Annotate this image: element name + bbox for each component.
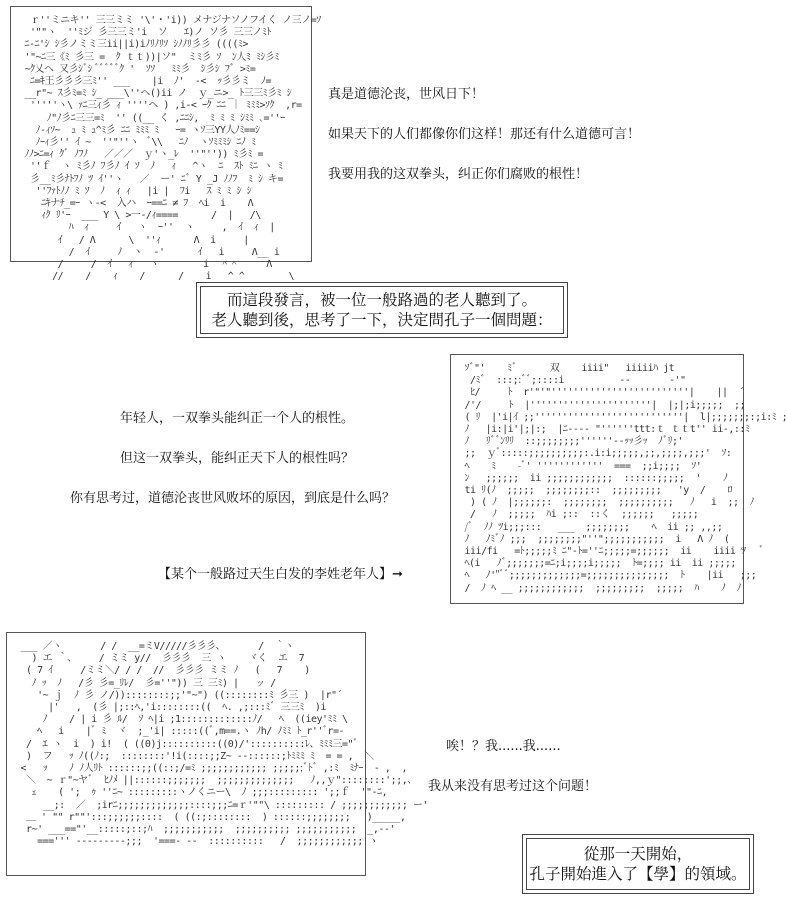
speech-line: 年轻人，一双拳头能纠正一个人的根性。	[120, 411, 355, 426]
narration-box-1	[196, 282, 568, 338]
panel-3-speech	[428, 738, 597, 796]
speech-line: 我要用我的这双拳头，纠正你们腐败的根性！	[328, 167, 589, 182]
speaker-caption: 【某个一般路过天生白发的李姓老年人】➞	[158, 567, 403, 582]
panel-1-art	[10, 6, 321, 283]
speech-line: 如果天下的人们都像你们这样！那还有什么道德可言！	[328, 127, 641, 142]
panel-3-art	[6, 632, 428, 876]
speech-line: 但这一双拳头，能纠正天下人的根性吗？	[120, 451, 355, 466]
ascii-art-old-man: ｿﾞ"' ﾐﾞ 双 iiii" iiiiiﾊ jt /ﾐﾞ :::;:ﾞﾞ;::::i -- -'" ﾋ/ ﾄ r'"'"'''''''''''''''''''''''''| || ´ /'/ ﾄ |''''''''''''''''''''''| |;|;i;;;;; ;; ( ﾘ |'i|ｲ ;;'''''''''''''''''''''''''''| l|;;;;;;;:;i:ﾐ ; ﾉ |i:|i'|;|:; |ﾆ---- "''''''ttt:ｔ ｔｔt'' ii-,::ﾐ ﾉ ﾘﾞﾞﾝﾘﾘ ::;;;;;;;;''''''--ｯｯ彡ｯ ﾉﾞﾘ;' ;; ｙﾞ:::::;;;;;;;;;;:.i:i;;;;;,;;,;;;;,;;;' ｿ: ﾍ ﾐ -ﾞ' '''''''''''' === ;;i;;;; ｿ' ﾝ ;;;;;; ii ;;;;;;;;;;;; ::::::;;;;; ' ﾉ ti ﾘ(ﾉ ;;;;; ;;;;;;;;:: ;;;;;;;;; 'y / ﾛ ) ( ﾉ |;;;;;;: ;;;;;;;; ;;;;;;;;;; ﾉ i ;; ﾉ / ﾉ ;;;;; ﾊi ;:: ::く ;;;;;; ;;;;; /ﾞ ﾉﾉ ﾂi;;;::: ___ ;;;;;;;; ﾍ ii ;; ,,;; ﾉ ﾉﾐﾞﾉ ;;; ;;;;;;;;"''";;;;;;;;;;; i Λ ﾉ ( iii/fi =ﾄ;;;;;ﾐ ﾆ"-ﾄ=''ﾆ;;;;;=;;;;;; ii iiii ﾂ ﾞ ﾍ(i ﾉﾞ;;;;;;;=ﾆ;i;;;;i;;;;; ﾄ=;;;; ii ii ;;;;; ﾍ ﾉ'"ﾞﾞ;;;;;;;;;;;;;=;;;;;;;;;;;;;;; ﾄ |ii ;;; / ﾉ ﾍ __ ;;;;;;;;;;;; ;;;;;;;;; ;;;;; ﾊ ﾉ ﾉ	[464, 363, 787, 594]
speech-line: 唉！？我......我......	[446, 739, 561, 754]
narration-line: 從那一天開始，	[583, 845, 693, 863]
narration-box-2	[522, 834, 754, 894]
speech-line: 我从来没有思考过这个问题！	[428, 779, 598, 794]
speech-line: 你有思考过，道德沦丧世风败坏的原因，到底是什么吗？	[70, 491, 396, 506]
narration-line: 而這段發言，被一位一般路過的老人聽到了。	[226, 291, 537, 309]
narration-line: 孔子開始進入了【學】的領域。	[529, 865, 747, 883]
panel-1-speech	[328, 86, 640, 184]
ascii-art-confucius-shocked: ___ ／ヽ / / __=ミV/////彡彡彡、 / ｀ヽ ) エ ｀、 / ミミ y// 彡彡彡 三 ヽ ヾく エ 7 ( 7 ｲ /ミミ＼/ / / // 彡彡彡 ミミ ﾉ ( 7 ) ﾉ ｯ ﾉ /彡 彡=_ﾘﾚ/ 彡=''")) 三 三ﾐ) | ッ / '~ ｊ ﾉ 彡 ノ/))::::::::;;'"~") ((::::::::ﾐ 彡三 ) |r"´ |' , (彡 |;::ﾍ,'i::::::::(( ﾍ. ,;:::ﾐﾞ 三三ﾐ )i ﾉ / | i 彡 ﾙ/ ｿ ﾍ|i ;1:::::::::::::ﾉ/ ﾍ ((iey'ﾐﾐ \ ﾍ i |ﾞ ﾐ ヾ ;_'i| :::::((ﾞ,m==.ヽ ﾉh/ ﾉﾐﾐ ﾄ_r''ﾞr=- / ｴ ヽ i ) i! ( ((0)j::::::::::((0)/'::::::::::ﾚ、ﾐﾐﾐ三="ﾞ ) フ ｯ ﾉ((ﾉ:; ::::::::'!i(::::;;Z~ --::::::;ﾄﾐﾐﾐ ﾐ = = , ＼ < ｯ ﾉ ﾉ人ﾘﾄ ::::::;;((::;/=ﾐ ;;;;;;;;;;;; ;;;;;;ﾞﾄﾞ ,:ﾐ ﾐﾅｰ - , , ＼ ~ ｒ"~ヤﾞ ﾋﾉﾒ ||::::::;;;;;;; ;;;;;;;;;;;;;; ﾉ,,ｙ"::::::::';;,、 ｪ ( '; ｩ ''ﾆ~ :::::::::ヽノくニー\ ﾉ ;;;::::::::: ';;ｆ '"-ﾆ, __;: ／ ;irﾆ;;;;;;;;;;;;;::::;;;ﾆ=ｒ'""\ ::::::::: / ;;;;;;;;;;;; ー' ＿ ' "" r""':::;;;;;;:::: ( ((:;:::::::: ) ::::::;;;;;;;; )_____, r~' ___=="'__:::::;::;ﾊ ;;;;;;;;;;; ;;;;;;;;;; ;;;;;;;;;;; _,--' ===''' ---------;;; '===- -- :::::::::: / ;;;;;;;;;;;; ヽ	[20, 641, 428, 848]
ascii-art-confucius-angry: ｒ''ミニキ'' 三三ミミ '\'・'i)) メナジナソノフイく ノ三ノ=ｿ '""ヽ ''ﾐジ 彡三三ミ'i ソ ｴ)ノ ソ彡 三三ノﾐﾄ ﾆ-ﾆ'ｼ ｼ彡ノミミ三ii||i)iﾉﾘﾉﾘｿ ｼﾉﾉﾘ彡彡 ((((ﾐ> '"~ﾆ三《ﾐ 彡三 = ｸ ｔｔ))|ソ" ミﾐ彡 ｿ ﾝ人ﾐ ﾐｼ彡ﾐ ~ｸ乂ヘ 又彡ｼﾞｼ ﾞﾞﾞﾞﾞｸ ' ｿｿ ﾐﾐ彡 ｼ彡ｼ ﾌﾞ >ﾐ= ﾆ=ｷ王彡彡彡三ﾐ'' ___ |i ﾉ' -< ｯ彡彡ミ ﾉ= __r"~ ｽ彡ﾐ=ﾐ ｼ_ ___\''ヘ()ii ノ ｙ_ニ>_ ﾄ三三ﾐ彡ﾐ ｼ '''''ヽ\ ｧﾆ三ｨ彡 ｨ ''''ヘ ) ,i-< ｰｸ ﾆﾆ ｜ ﾐﾐﾐ>ｿｸ ,r= ﾉ"ﾉ彡ﾆ三三=ﾐ '' ((__ く ,ﾆﾆｼ, ﾐ ﾐ ﾐ ｼﾐﾐ ､=''ｰ ﾉ-ｨｿ~ ｭ ﾐ ｭ^ﾐ彡 ﾆﾆ ﾐﾐﾐ ﾐ ｰ= ヽｿ三YY人ﾉﾐ==ｼ ﾉｰｨ彡'' ｲ ~ ''"''ヽ ﾞ\\ ﾆﾉ ヽｿﾐﾐﾐｼ ﾆﾉ ﾐ ﾉﾉ>ﾆ=ｨ ｸﾞ ﾉﾌﾉ ／／／ ｙ'ヽ_ﾚ ''"'')) ﾐ彡ﾐ = ''ｆ ヽ ﾐ彡ﾉ ﾌ彡ﾉ ｲ ｿ ﾉ ｨ ^ヽ ﾆ ｽﾄ ﾐﾆ ヽ ﾐ 彡__ﾐ彡ﾅﾄﾌﾉ ﾂ ｲ''ヽ ／ ー' ﾆﾞ Y _J ﾉﾉﾌ ﾐ ｼ キ= ''ﾌｧﾄﾉﾉ ﾐ ｿ ﾉ ｨ ｨ |i | ﾌi ｽ ﾐ ﾐ ｼ ｼ ﾆｷナﾁ_=ｰ ヽ-< 入ハ ｰ==ﾆ ≠ ﾌ ﾍi i Λ ｨｸ ﾘ'ｰ ___ Y \ >一-/ｨ==== / | /\ ﾊ ｨ ｲ ヽ ｰ'' ヽ , ｲ ｨ | ｲ / Λ \ ''ｨ Λ i | / ｲ ﾉ ヽ -' ｲ i Λ__ i / / ｲ ｨ ヽ i ＾＾ Λ // / ｨ / / i ^ ^ \	[24, 15, 321, 283]
narration-line: 老人聽到後，思考了一下，決定問孔子一個問題：	[211, 311, 553, 329]
panel-2-speech	[70, 410, 396, 508]
panel-2-art	[450, 354, 787, 604]
speech-line: 真是道德沦丧，世风日下！	[328, 87, 485, 102]
